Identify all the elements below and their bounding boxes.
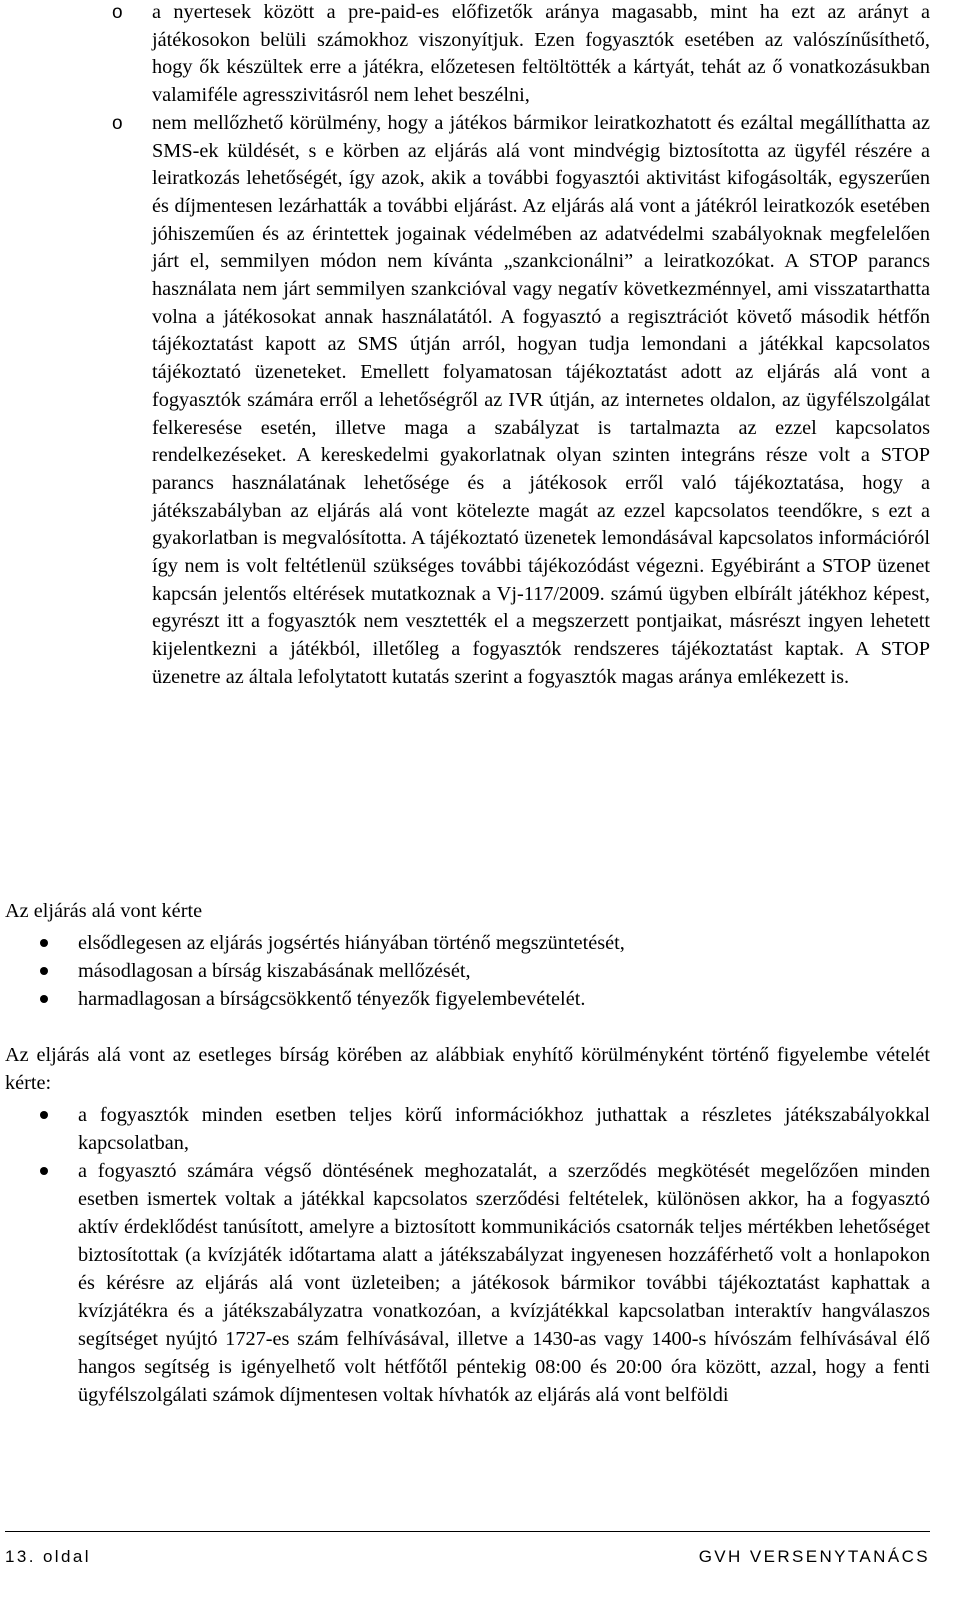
list-item <box>112 110 930 692</box>
list-item-text: nem mellőzhető körülmény, hogy a játékos bármikor leiratkozhatott és ezáltal megállíthatta az SMS-ek küldését, s e körben az eljárás alá vont mindvégig biztosította az ügyfél részére a leiratkozás lehetőségét, így azok, akik a további fogyasztói aktivitást kifogásolták, egyszerűen és díjmentesen lezárhatták a további eljárást. Az eljárás alá vont a játékról leiratkozók esetében jóhiszeműen és az érintettek jogainak védelmében az adatvédelmi szabályoknak megfelelően járt el, semmilyen módon nem kívánta „szankcionálni” a leiratkozókat. A STOP parancs használata nem járt semmilyen szankcióval vagy negatív következménnyel, ami visszatarthatta volna a játékosokat annak használatától. A fogyasztó a regisztrációt követő második hétfőn tájékoztatást kapott az SMS útján arról, hogyan tudja lemondani a játékkal kapcsolatos tájékoztató üzeneteket. Emellett folyamatosan tájékoztatást adott az eljárás alá vont a fogyasztók számára erről a lehetőségről az IVR útján, az internetes oldalon, az ügyfélszolgálat felkeresése esetén, illetve maga a szabályzat is tartalmazta az ezzel kapcsolatos rendelkezéseket. A kereskedelmi gyakorlatnak olyan szinten integráns része volt a STOP parancs használatának lehetősége és a játékosok erről való tájékoztatása, hogy a játékszabályban az eljárás alá vont kötelezte magát az ezzel kapcsolatos teendőkre, s ezt a gyakorlatban is megvalósította. A tájékoztató üzenetek lemondásával kapcsolatos információról így nem is volt feltétlenül szükséges további tájékozódást végezni. Egyébiránt a STOP üzenet kapcsán jelentős eltérések mutatkoznak a Vj-117/2009. számú ügyben elbírált játékhoz képest, egyrészt itt a fogyasztók nem vesztették el a megszerzett pontjaikat, másrészt ingyen lehetett kijelentkezni a játékból, illetőleg a fogyasztók rendszeres tájékoztatást kaptak. A STOP üzenetre az általa lefolytatott kutatás szerint a fogyasztók magas aránya emlékezett is. <box>152 111 930 688</box>
list-item <box>38 1157 930 1409</box>
bullet-icon <box>40 967 48 975</box>
request-intro: Az eljárás alá vont kérte <box>5 900 203 922</box>
continued-sublist <box>112 0 930 692</box>
list-item <box>38 985 930 1013</box>
page-number: 13. oldal <box>5 1547 91 1566</box>
request-list <box>38 929 930 1013</box>
list-item <box>38 1101 930 1157</box>
list-item-text: a fogyasztó számára végső döntésének meghozatalát, a szerződés megkötését megelőzően minden esetben ismertek voltak a játékkal kapcsolatos szerződési feltételek, különösen akkor, ha a fogyasztó aktív érdeklődést tanúsított, amelyre a biztosított kommunikációs csatornák teljes mértékben lehetőséget biztosítottak (a kvízjáték időtartama alatt a játékszabályzat ingyenesen hozzáférhető volt a honlapokon és kérésre az eljárás alá vont üzleteiben; a játékosok bármikor további tájékoztatást kaphattak a kvízjátékra és a játékszabályzatra vonatkozóan, a kvízjátékkal kapcsolatban interaktív hangválaszos segítséget nyújtó 1727-es szám felhívásával, illetve a 1430-as vagy 1400-s hívószám felhívásával élő hangos segítség is igényelhető volt hétfőtől péntekig 08:00 és 20:00 óra között, azzal, hogy a fenti ügyfélszolgálati számok díjmentesen voltak hívhatók az eljárás alá vont belföldi <box>78 1160 930 1406</box>
list-marker: o <box>112 2 123 23</box>
footer-divider <box>5 1531 930 1532</box>
list-marker: o <box>112 112 123 134</box>
bullet-icon <box>40 995 48 1003</box>
list-item-text: másodlagosan a bírság kiszabásának mellőzését, <box>78 960 471 982</box>
bullet-icon <box>40 939 48 947</box>
list-item <box>112 0 930 110</box>
bullet-icon <box>40 1167 48 1175</box>
mitigating-list <box>38 1101 930 1409</box>
list-item-text: elsődlegesen az eljárás jogsértés hiányában történő megszüntetését, <box>78 932 625 954</box>
list-item-text: a fogyasztók minden esetben teljes körű információkhoz juthattak a részletes játékszabályokkal kapcsolatban, <box>78 1104 930 1154</box>
list-item <box>38 929 930 957</box>
footer-organization: GVH VERSENYTANÁCS <box>698 1547 930 1566</box>
list-item-text: harmadlagosan a bírságcsökkentő tényezők figyelembevételét. <box>78 988 586 1010</box>
list-item-text: a nyertesek között a pre-paid-es előfizetők aránya magasabb, mint ha ezt az arányt a játékosokon belüli számokhoz viszonyítjuk. Ezen fogyasztók esetében az valószínűsíthető, hogy ők készültek erre a játékra, előzetesen feltöltötték a kártyát, tehát az ő vonatkozásukban valamiféle agresszivitásról nem lehet beszélni, <box>152 1 930 107</box>
bullet-icon <box>40 1111 48 1119</box>
list-item <box>38 957 930 985</box>
mitigating-intro: Az eljárás alá vont az esetleges bírság körében az alábbiak enyhítő körülményként történő figyelembe vételét kérte: <box>5 1044 930 1094</box>
